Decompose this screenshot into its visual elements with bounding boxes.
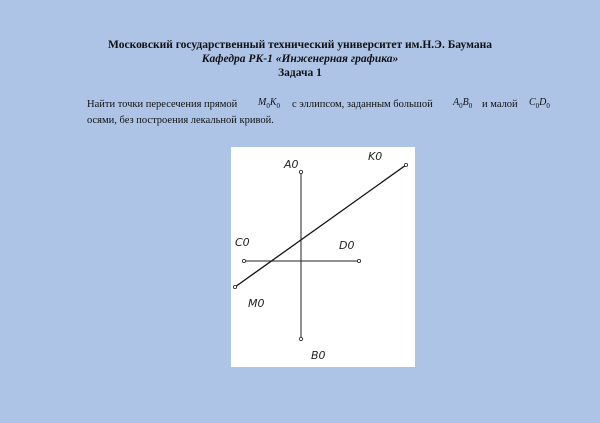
task-text-part3: и малой	[482, 99, 518, 110]
point-a	[299, 170, 302, 173]
task-text-part2: с эллипсом, заданным большой	[292, 99, 433, 110]
point-d	[357, 259, 360, 262]
point-m	[233, 285, 236, 288]
header	[0, 38, 600, 80]
task-text-part4: осями, без построения лекальной кривой.	[87, 115, 274, 126]
label-m: M0	[248, 297, 265, 310]
geometry-figure	[231, 147, 415, 367]
figure-canvas	[231, 147, 415, 367]
minor-axis-label-cd: $C_0D_0$	[529, 97, 550, 110]
point-c	[242, 259, 245, 262]
task-line-1	[87, 98, 557, 112]
department-title: Кафедра РК-1 «Инженерная графика»	[201, 53, 399, 65]
major-axis-label-ab: $A_0B_0$	[453, 97, 473, 110]
task-title: Задача 1	[278, 67, 322, 79]
label-c: C0	[235, 236, 250, 249]
task-text-part1: Найти точки пересечения прямой	[87, 99, 238, 110]
label-a: A0	[284, 158, 299, 171]
point-k	[404, 163, 407, 166]
label-k: K0	[368, 150, 383, 163]
label-d: D0	[339, 239, 355, 252]
label-b: B0	[311, 349, 326, 362]
task-statement	[87, 98, 557, 127]
point-b	[299, 337, 302, 340]
line-label-mk: $M_0K_0$	[258, 97, 281, 110]
university-title: Московский государственный технический университет им.Н.Э. Баумана	[108, 39, 492, 51]
line-mk	[235, 165, 406, 287]
